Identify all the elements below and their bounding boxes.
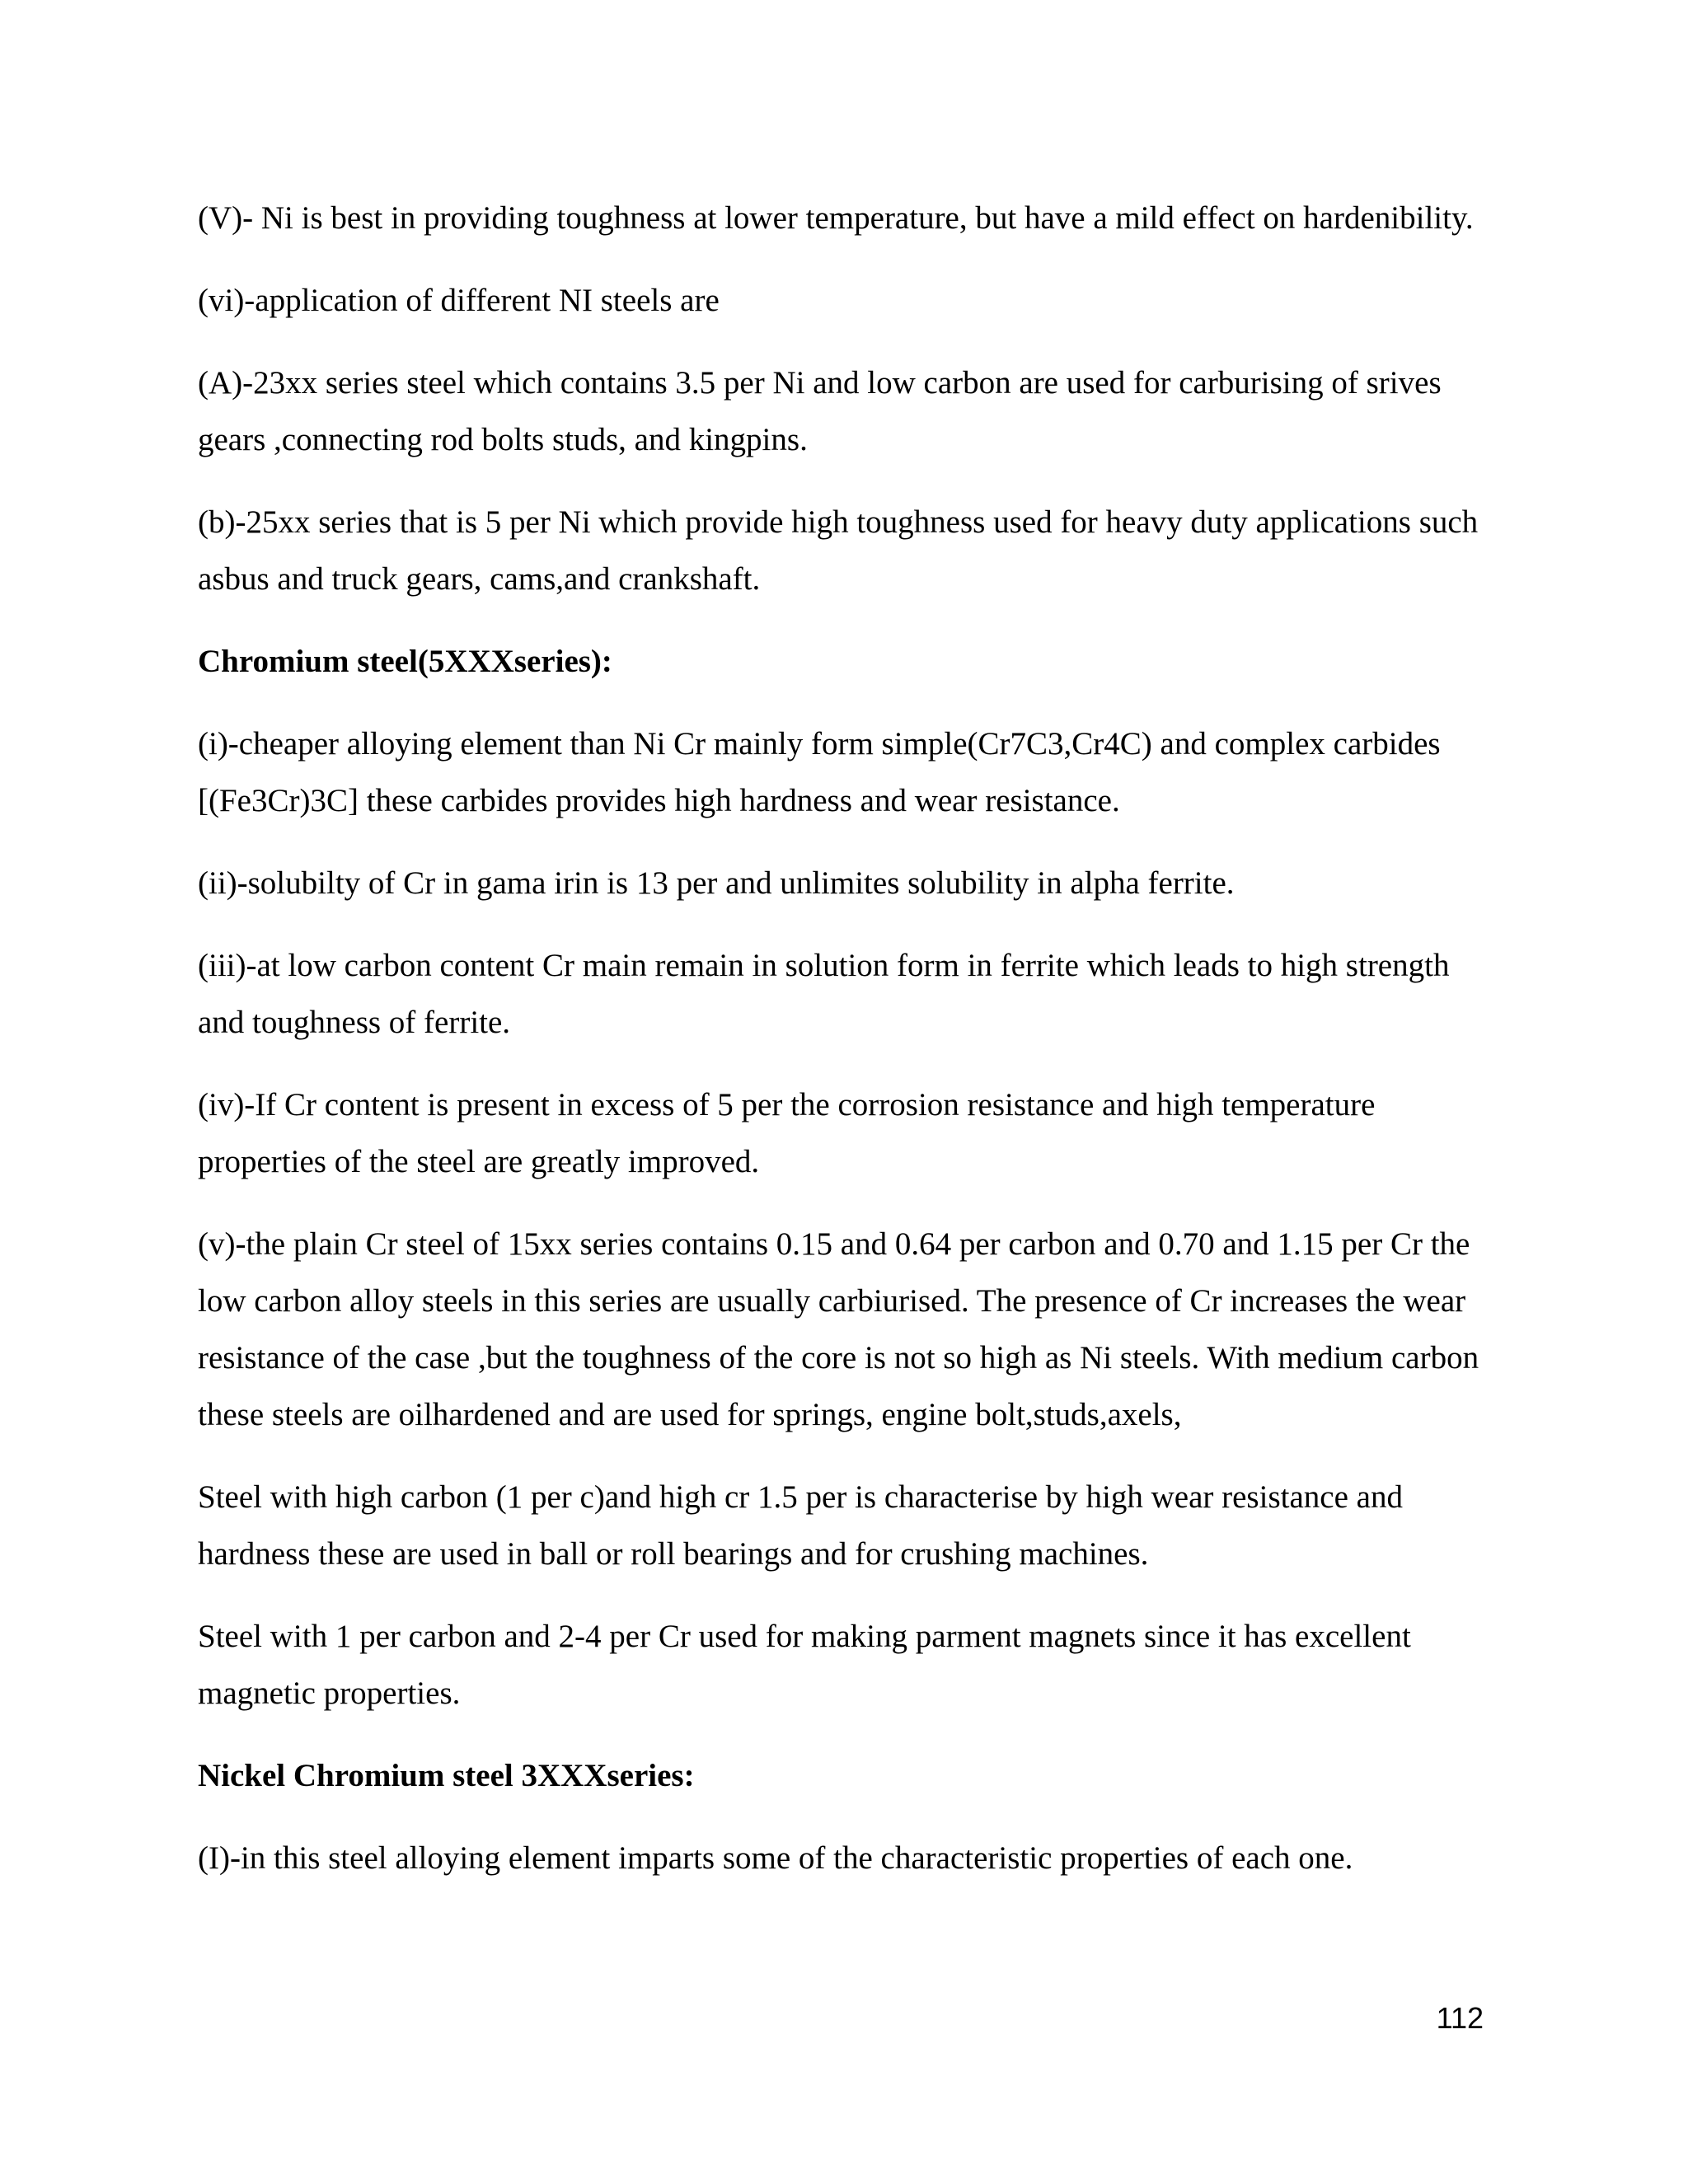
page-number: 112	[1436, 2001, 1484, 2035]
paragraph-nickel-toughness: (V)- Ni is best in providing toughness at lower temperature, but have a mild effect on hardenibility.	[198, 200, 1474, 236]
paragraph-15xx-series: (v)-the plain Cr steel of 15xx series contains 0.15 and 0.64 per carbon and 0.70 and 1.15 per Cr the low carbon alloy steels in this series are usually carbiurised. The presence of Cr increases the wear resistance of the case ,but the toughness of the core is not so high as Ni steels. With medium carbon these steels are oilhardened and are used for springs, engine bolt,studs,axels,	[198, 1226, 1479, 1432]
paragraph-chromium-solubility: (ii)-solubilty of Cr in gama irin is 13 per and unlimites solubility in alpha ferrite.	[198, 865, 1235, 901]
paragraph-25xx-series: (b)-25xx series that is 5 per Ni which provide high toughness used for heavy duty applications such asbus and truck gears, cams,and crankshaft.	[198, 504, 1479, 597]
paragraph-23xx-series: (A)-23xx series steel which contains 3.5 per Ni and low carbon are used for carburising of srives gears ,connecting rod bolts studs, and kingpins.	[198, 365, 1442, 457]
paragraph-alloying-properties: (I)-in this steel alloying element imparts some of the characteristic properties of each one.	[198, 1840, 1353, 1876]
paragraph-chromium-corrosion: (iv)-If Cr content is present in excess of 5 per the corrosion resistance and high temperature properties of the steel are greatly improved.	[198, 1087, 1376, 1179]
paragraph-high-carbon-chromium: Steel with high carbon (1 per c)and high cr 1.5 per is characterise by high wear resistance and hardness these are used in ball or roll bearings and for crushing machines.	[198, 1479, 1403, 1572]
heading-chromium-steel: Chromium steel(5XXXseries):	[198, 644, 612, 679]
paragraph-magnet-steel: Steel with 1 per carbon and 2-4 per Cr used for making parment magnets since it has excellent magnetic properties.	[198, 1619, 1411, 1711]
paragraph-ni-steel-applications: (vi)-application of different NI steels are	[198, 283, 720, 318]
document-body	[198, 190, 1492, 1912]
paragraph-low-carbon-chromium: (iii)-at low carbon content Cr main remain in solution form in ferrite which leads to high strength and toughness of ferrite.	[198, 948, 1450, 1040]
paragraph-chromium-carbides: (i)-cheaper alloying element than Ni Cr mainly form simple(Cr7C3,Cr4C) and complex carbides [(Fe3Cr)3C] these carbides provides high hardness and wear resistance.	[198, 726, 1441, 818]
heading-nickel-chromium-steel: Nickel Chromium steel 3XXXseries:	[198, 1758, 695, 1793]
